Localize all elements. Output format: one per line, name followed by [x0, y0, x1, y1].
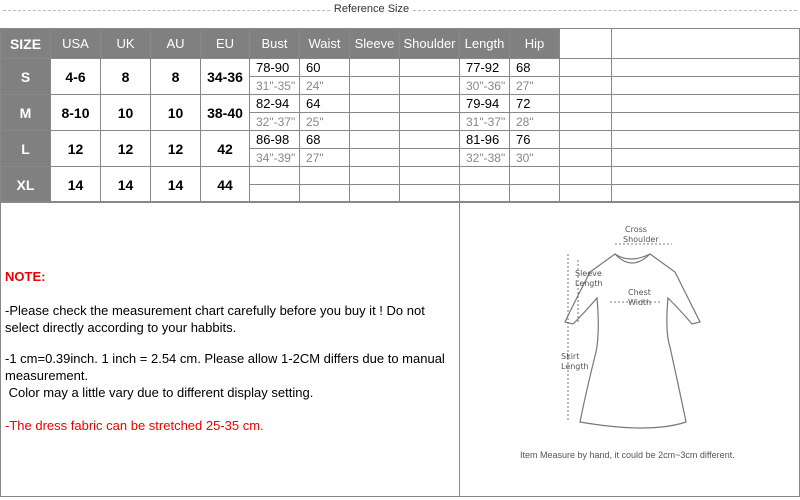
- cell-s-7-in: [350, 77, 400, 95]
- diagram-caption: Item Measure by hand, it could be 2cm~3cm different.: [520, 450, 735, 460]
- cell-s-9-in: 30"-36": [460, 77, 510, 95]
- cell-s-10-cm: 68: [510, 59, 560, 77]
- sleeve-length-label-2: Length: [575, 279, 603, 288]
- cell-s-12-in: [612, 77, 800, 95]
- cell-l-7-in: [350, 149, 400, 167]
- chest-width-label-2: Width: [628, 298, 652, 307]
- cell-m-8-in: [400, 113, 460, 131]
- skirt-length-label-2: Length: [561, 362, 589, 371]
- size-xl-eu: 44: [201, 167, 250, 203]
- header-au: AU: [151, 29, 201, 59]
- size-m-au: 10: [151, 95, 201, 131]
- size-s-eu: 34-36: [201, 59, 250, 95]
- cell-s-11-cm: [560, 59, 612, 77]
- cell-m-5-in: 32"-37": [250, 113, 300, 131]
- cell-xl-9-cm: [460, 167, 510, 185]
- size-s-usa: 4-6: [51, 59, 101, 95]
- cell-s-5-in: 31"-35": [250, 77, 300, 95]
- cell-m-12-cm: [612, 95, 800, 113]
- cell-l-10-cm: 76: [510, 131, 560, 149]
- header-length: Length: [460, 29, 510, 59]
- cell-xl-8-cm: [400, 167, 460, 185]
- size-l-uk: 12: [101, 131, 151, 167]
- cell-l-8-cm: [400, 131, 460, 149]
- info-section: [0, 201, 800, 497]
- size-label-m: M: [1, 95, 51, 131]
- measure-diagram-panel: [460, 202, 800, 497]
- size-label-xl: XL: [1, 167, 51, 203]
- cell-s-9-cm: 77-92: [460, 59, 510, 77]
- header-bust: Bust: [250, 29, 300, 59]
- header-eu: EU: [201, 29, 250, 59]
- cell-s-8-cm: [400, 59, 460, 77]
- cell-xl-11-cm: [560, 167, 612, 185]
- cell-m-8-cm: [400, 95, 460, 113]
- cross-shoulder-label: Cross: [625, 225, 647, 234]
- size-m-eu: 38-40: [201, 95, 250, 131]
- cell-s-10-in: 27": [510, 77, 560, 95]
- size-label-s: S: [1, 59, 51, 95]
- note-panel: [1, 202, 460, 497]
- cell-m-5-cm: 82-94: [250, 95, 300, 113]
- cell-s-6-cm: 60: [300, 59, 350, 77]
- size-l-eu: 42: [201, 131, 250, 167]
- cell-l-5-in: 34"-39": [250, 149, 300, 167]
- cell-l-6-cm: 68: [300, 131, 350, 149]
- cell-l-7-cm: [350, 131, 400, 149]
- cell-l-10-in: 30": [510, 149, 560, 167]
- header-blank: [612, 29, 800, 59]
- cell-m-9-cm: 79-94: [460, 95, 510, 113]
- cell-m-9-in: 31"-37": [460, 113, 510, 131]
- cell-xl-10-cm: [510, 167, 560, 185]
- header-uk: UK: [101, 29, 151, 59]
- cell-m-12-in: [612, 113, 800, 131]
- title-divider-right: [413, 10, 797, 11]
- cell-m-11-cm: [560, 95, 612, 113]
- size-table: [0, 28, 800, 201]
- cell-l-11-in: [560, 149, 612, 167]
- cell-l-11-cm: [560, 131, 612, 149]
- cell-s-8-in: [400, 77, 460, 95]
- note-conversion: -1 cm=0.39inch. 1 inch = 2.54 cm. Please allow 1-2CM differs due to manual measurement.: [5, 351, 445, 383]
- cell-xl-7-cm: [350, 167, 400, 185]
- cell-l-12-in: [612, 149, 800, 167]
- cell-m-6-in: 25": [300, 113, 350, 131]
- size-xl-uk: 14: [101, 167, 151, 203]
- cell-l-6-in: 27": [300, 149, 350, 167]
- size-m-uk: 10: [101, 95, 151, 131]
- page-title: Reference Size: [333, 3, 410, 15]
- cell-m-10-in: 28": [510, 113, 560, 131]
- size-label-l: L: [1, 131, 51, 167]
- size-l-au: 12: [151, 131, 201, 167]
- note-stretch: -The dress fabric can be stretched 25-35 cm.: [5, 418, 264, 433]
- header-shoulder: Shoulder: [400, 29, 460, 59]
- header-sleeve: Sleeve: [350, 29, 400, 59]
- chest-width-label: Chest: [628, 288, 651, 297]
- header-blank: [560, 29, 612, 59]
- cell-m-10-cm: 72: [510, 95, 560, 113]
- cell-xl-5-cm: [250, 167, 300, 185]
- header-hip: Hip: [510, 29, 560, 59]
- cell-xl-6-cm: [300, 167, 350, 185]
- cell-s-7-cm: [350, 59, 400, 77]
- cell-m-6-cm: 64: [300, 95, 350, 113]
- size-xl-au: 14: [151, 167, 201, 203]
- cell-l-9-cm: 81-96: [460, 131, 510, 149]
- size-m-usa: 8-10: [51, 95, 101, 131]
- skirt-length-label: Skirt: [561, 352, 580, 361]
- header-waist: Waist: [300, 29, 350, 59]
- cross-shoulder-label-2: Shoulder: [623, 235, 659, 244]
- cell-l-5-cm: 86-98: [250, 131, 300, 149]
- cell-s-5-cm: 78-90: [250, 59, 300, 77]
- title-divider-left: [3, 10, 330, 11]
- cell-m-7-in: [350, 113, 400, 131]
- size-xl-usa: 14: [51, 167, 101, 203]
- note-title: NOTE:: [5, 269, 46, 284]
- cell-s-12-cm: [612, 59, 800, 77]
- cell-m-7-cm: [350, 95, 400, 113]
- cell-s-6-in: 24": [300, 77, 350, 95]
- cell-s-11-in: [560, 77, 612, 95]
- note-color: Color may a little vary due to different display setting.: [5, 385, 314, 400]
- header-usa: USA: [51, 29, 101, 59]
- size-s-au: 8: [151, 59, 201, 95]
- cell-xl-12-cm: [612, 167, 800, 185]
- cell-m-11-in: [560, 113, 612, 131]
- cell-l-9-in: 32"-38": [460, 149, 510, 167]
- note-check-chart: -Please check the measurement chart carefully before you buy it ! Do not select directly according to your habbits.: [5, 303, 425, 335]
- sleeve-length-label: Sleeve: [575, 269, 602, 278]
- size-s-uk: 8: [101, 59, 151, 95]
- title-bar: [0, 0, 800, 20]
- size-l-usa: 12: [51, 131, 101, 167]
- cell-l-12-cm: [612, 131, 800, 149]
- cell-l-8-in: [400, 149, 460, 167]
- header-size: SIZE: [1, 29, 51, 59]
